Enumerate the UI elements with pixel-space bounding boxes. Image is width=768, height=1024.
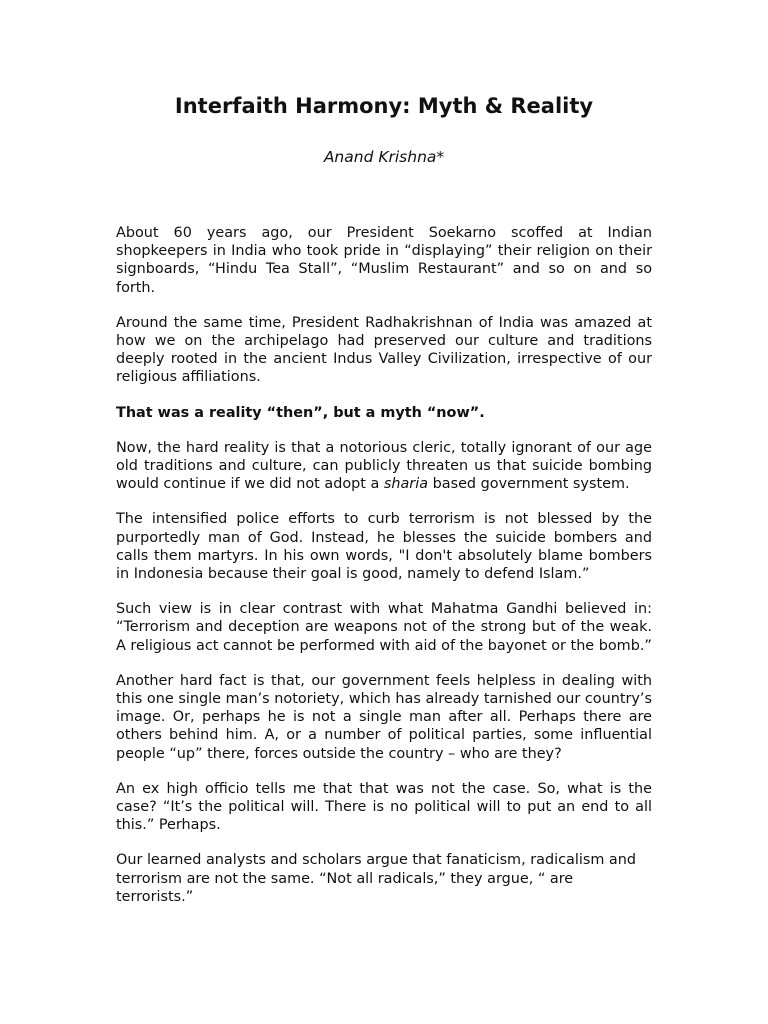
paragraph-reality-myth: That was a reality “then”, but a myth “now”. (116, 404, 485, 421)
paragraph-political-will: An ex high officio tells me that that was not the case. So, what is the case? “It’s the political will. There is no political will to put an end to all this.” Perhaps. (116, 780, 652, 834)
paragraph-radhakrishnan: Around the same time, President Radhakrishnan of India was amazed at how we on the archipelago had preserved our culture and traditions deeply rooted in the ancient Indus Valley Civilization, irrespective of our religious affiliations. (116, 314, 652, 386)
sharia-emphasis: sharia (383, 476, 429, 493)
paragraph-soekarno: About 60 years ago, our President Soekarno scoffed at Indian shopkeepers in India who took pride in “displaying” their religion on their signboards, “Hindu Tea Stall”, “Muslim Restaurant” and so on and so forth. (116, 225, 652, 296)
paragraph-government: Another hard fact is that, our government feels helpless in dealing with this one single man’s notoriety, which has already tarnished our country’s image. Or, perhaps he is not a single man after all. Perhaps there are others behind him. A, or a number of political parties, some influential people “up” there, forces outside the country – who are they? (116, 672, 652, 762)
document-title: Interfaith Harmony: Myth & Reality (174, 94, 594, 118)
paragraph-hard-reality (116, 439, 652, 494)
paragraph-gandhi: Such view is in clear contrast with what Mahatma Gandhi believed in: “Terrorism and deception are weapons not of the strong but of the weak. A religious act cannot be performed with aid of the bayonet or the bomb.” (116, 601, 652, 654)
article-body (116, 224, 652, 923)
paragraph-police-efforts: The intensified police efforts to curb terrorism is not blessed by the purportedly man of God. Instead, he blesses the suicide bombers and calls them martyrs. In his own words, "I don't absolutely blame bombers in Indonesia because their goal is good, namely to defend Islam.” (116, 511, 652, 583)
author-name: Anand Krishna* (323, 148, 445, 166)
paragraph-analysts: Our learned analysts and scholars argue that fanaticism, radicalism and terrorism are not the same. “Not all radicals,” they argue, “ are terrorists.” (116, 852, 636, 905)
paragraph-hard-reality-end: based government system. (428, 476, 630, 493)
paragraph-hard-reality-text: Now, the hard reality is that a notorious cleric, totally ignorant of our age old traditions and culture, can publicly threaten us that suicide bombing would continue if we did not adopt a (116, 439, 652, 493)
